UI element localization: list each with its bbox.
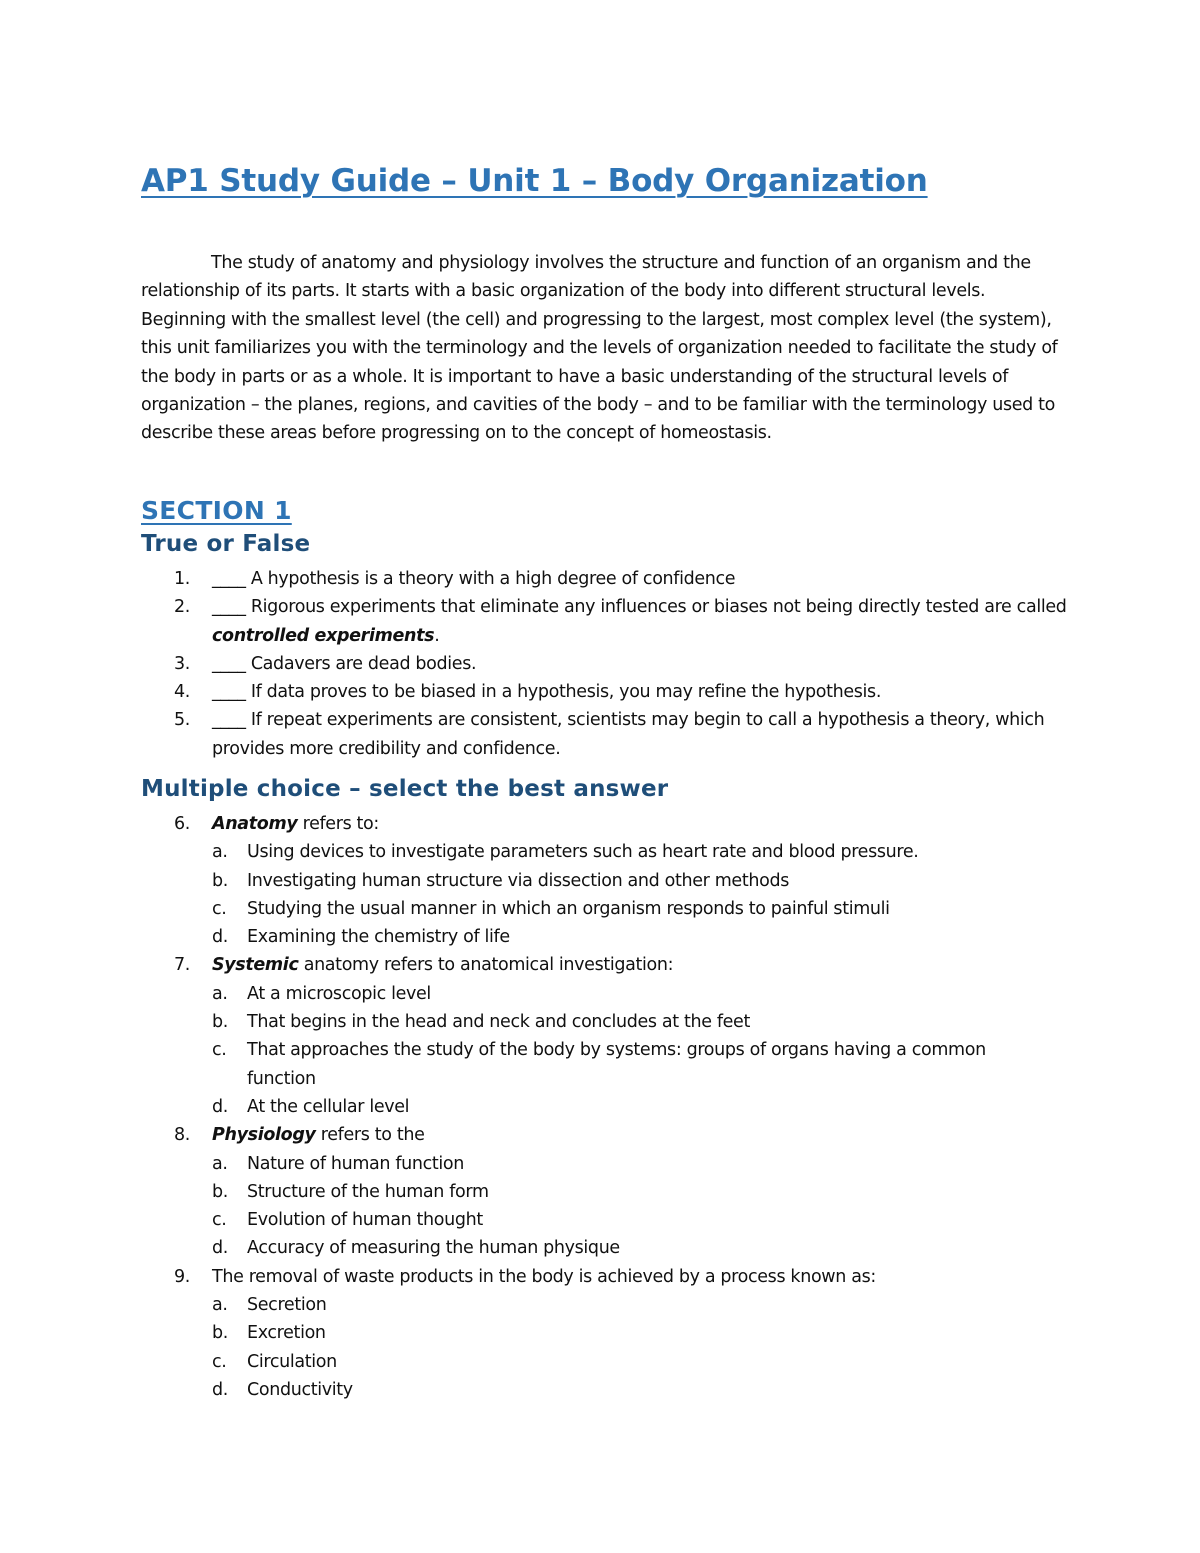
item-text: ____ Cadavers are dead bodies. — [212, 653, 477, 674]
answer-option — [0, 1206, 1027, 1234]
true-false-item — [0, 650, 1072, 678]
option-text: That begins in the head and neck and concludes at the feet — [247, 1012, 750, 1033]
item-number: 3. — [174, 653, 190, 674]
question-item — [0, 951, 1072, 979]
answer-option — [0, 923, 1027, 951]
answer-option — [0, 1348, 1027, 1376]
true-false-list — [0, 565, 1072, 763]
item-suffix: . — [434, 625, 440, 646]
question-number: 7. — [174, 955, 190, 976]
option-letter: c. — [212, 1040, 227, 1061]
option-text: Accuracy of measuring the human physique — [247, 1238, 620, 1259]
option-letter: b. — [212, 1323, 228, 1344]
option-letter: b. — [212, 1181, 228, 1202]
answer-option — [0, 1234, 1027, 1262]
option-letter: d. — [212, 1238, 228, 1259]
question-number: 8. — [174, 1125, 190, 1146]
answer-option — [0, 867, 1027, 895]
option-text: Conductivity — [247, 1379, 353, 1400]
answer-option — [0, 1319, 1027, 1347]
option-letter: b. — [212, 870, 228, 891]
question-number: 6. — [174, 814, 190, 834]
option-letter: c. — [212, 1351, 227, 1372]
key-term: Physiology — [212, 1125, 316, 1146]
options-wrapper — [0, 838, 1072, 951]
key-term: Systemic — [212, 955, 299, 976]
option-text: Studying the usual manner in which an organism responds to painful stimuli — [247, 898, 890, 919]
answer-option — [0, 1150, 1027, 1178]
option-text: Circulation — [247, 1351, 337, 1372]
answer-option — [0, 1291, 1027, 1319]
options-wrapper — [0, 980, 1072, 1121]
answer-option — [0, 1036, 1027, 1093]
answer-option — [0, 838, 1027, 866]
option-text: Structure of the human form — [247, 1181, 489, 1202]
key-term: Anatomy — [212, 814, 298, 834]
item-text: ____ Rigorous experiments that eliminate any influences or biases not being directly tested are called — [212, 597, 1067, 618]
option-text: Using devices to investigate parameters such as heart rate and blood pressure. — [247, 842, 919, 863]
answer-options — [0, 980, 1072, 1121]
option-letter: a. — [212, 983, 228, 1004]
question-number: 9. — [174, 1266, 190, 1287]
answer-options — [0, 1150, 1072, 1263]
answer-option — [0, 1376, 1027, 1404]
option-letter: a. — [212, 1295, 228, 1316]
option-letter: c. — [212, 1210, 227, 1231]
option-text: Excretion — [247, 1323, 326, 1344]
item-number: 1. — [174, 569, 190, 589]
item-number: 4. — [174, 682, 190, 703]
question-item — [0, 1263, 1072, 1291]
option-text: Examining the chemistry of life — [247, 927, 510, 948]
answer-option — [0, 980, 1027, 1008]
item-text: ____ If data proves to be biased in a hypothesis, you may refine the hypothesis. — [212, 682, 882, 703]
section-label: SECTION 1 — [141, 496, 292, 525]
question-text: anatomy refers to anatomical investigation: — [298, 955, 674, 976]
multiple-choice-heading: Multiple choice – select the best answer — [141, 776, 669, 802]
answer-options — [0, 1291, 1072, 1404]
true-false-heading: True or False — [141, 531, 311, 557]
option-text: That approaches the study of the body by systems: groups of organs having a common function — [247, 1040, 986, 1089]
item-text: ____ A hypothesis is a theory with a high degree of confidence — [212, 569, 736, 589]
item-number: 2. — [174, 597, 190, 618]
question-text: The removal of waste products in the body is achieved by a process known as: — [212, 1266, 876, 1287]
multiple-choice-list — [0, 810, 1072, 1404]
answer-options — [0, 838, 1072, 951]
answer-option — [0, 1093, 1027, 1121]
question-text: refers to the — [315, 1125, 425, 1146]
option-letter: d. — [212, 1096, 228, 1117]
option-letter: a. — [212, 1153, 228, 1174]
key-term: controlled experiments — [212, 625, 435, 646]
question-item — [0, 810, 1072, 838]
intro-paragraph: The study of anatomy and physiology involves the structure and function of an organism and the relationship of its parts. It starts with a basic organization of the body into different structural levels. Beginning with the smallest level (the cell) and progressing to the largest, most complex level (the system), this unit familiarizes you with the terminology and the levels of organization needed to facilitate the study of the body in parts or as a whole. It is important to have a basic understanding of the structural levels of organization – the planes, regions, and cavities of the body – and to be familiar with the terminology used to describe these areas before progressing on to the concept of homeostasis. — [141, 253, 1058, 444]
document-title: AP1 Study Guide – Unit 1 – Body Organization — [141, 163, 928, 199]
question-item — [0, 1121, 1072, 1149]
option-text: At the cellular level — [247, 1096, 410, 1117]
option-letter: d. — [212, 927, 228, 948]
option-letter: d. — [212, 1379, 228, 1400]
option-letter: c. — [212, 898, 227, 919]
question-text: refers to: — [297, 814, 379, 834]
answer-option — [0, 1008, 1027, 1036]
option-letter: b. — [212, 1012, 228, 1033]
options-wrapper — [0, 1291, 1072, 1404]
answer-option — [0, 1178, 1027, 1206]
answer-option — [0, 895, 1027, 923]
option-text: Investigating human structure via dissection and other methods — [247, 870, 789, 891]
true-false-item — [0, 565, 1072, 593]
true-false-item — [0, 706, 1072, 763]
option-letter: a. — [212, 842, 228, 863]
true-false-item — [0, 593, 1072, 650]
option-text: Evolution of human thought — [247, 1210, 483, 1231]
true-false-item — [0, 678, 1072, 706]
option-text: Nature of human function — [247, 1153, 465, 1174]
item-number: 5. — [174, 710, 190, 731]
item-text: ____ If repeat experiments are consistent, scientists may begin to call a hypothesis a theory, which provides more credibility and confidence. — [212, 710, 1045, 759]
option-text: Secretion — [247, 1295, 327, 1316]
option-text: At a microscopic level — [247, 983, 431, 1004]
options-wrapper — [0, 1150, 1072, 1263]
